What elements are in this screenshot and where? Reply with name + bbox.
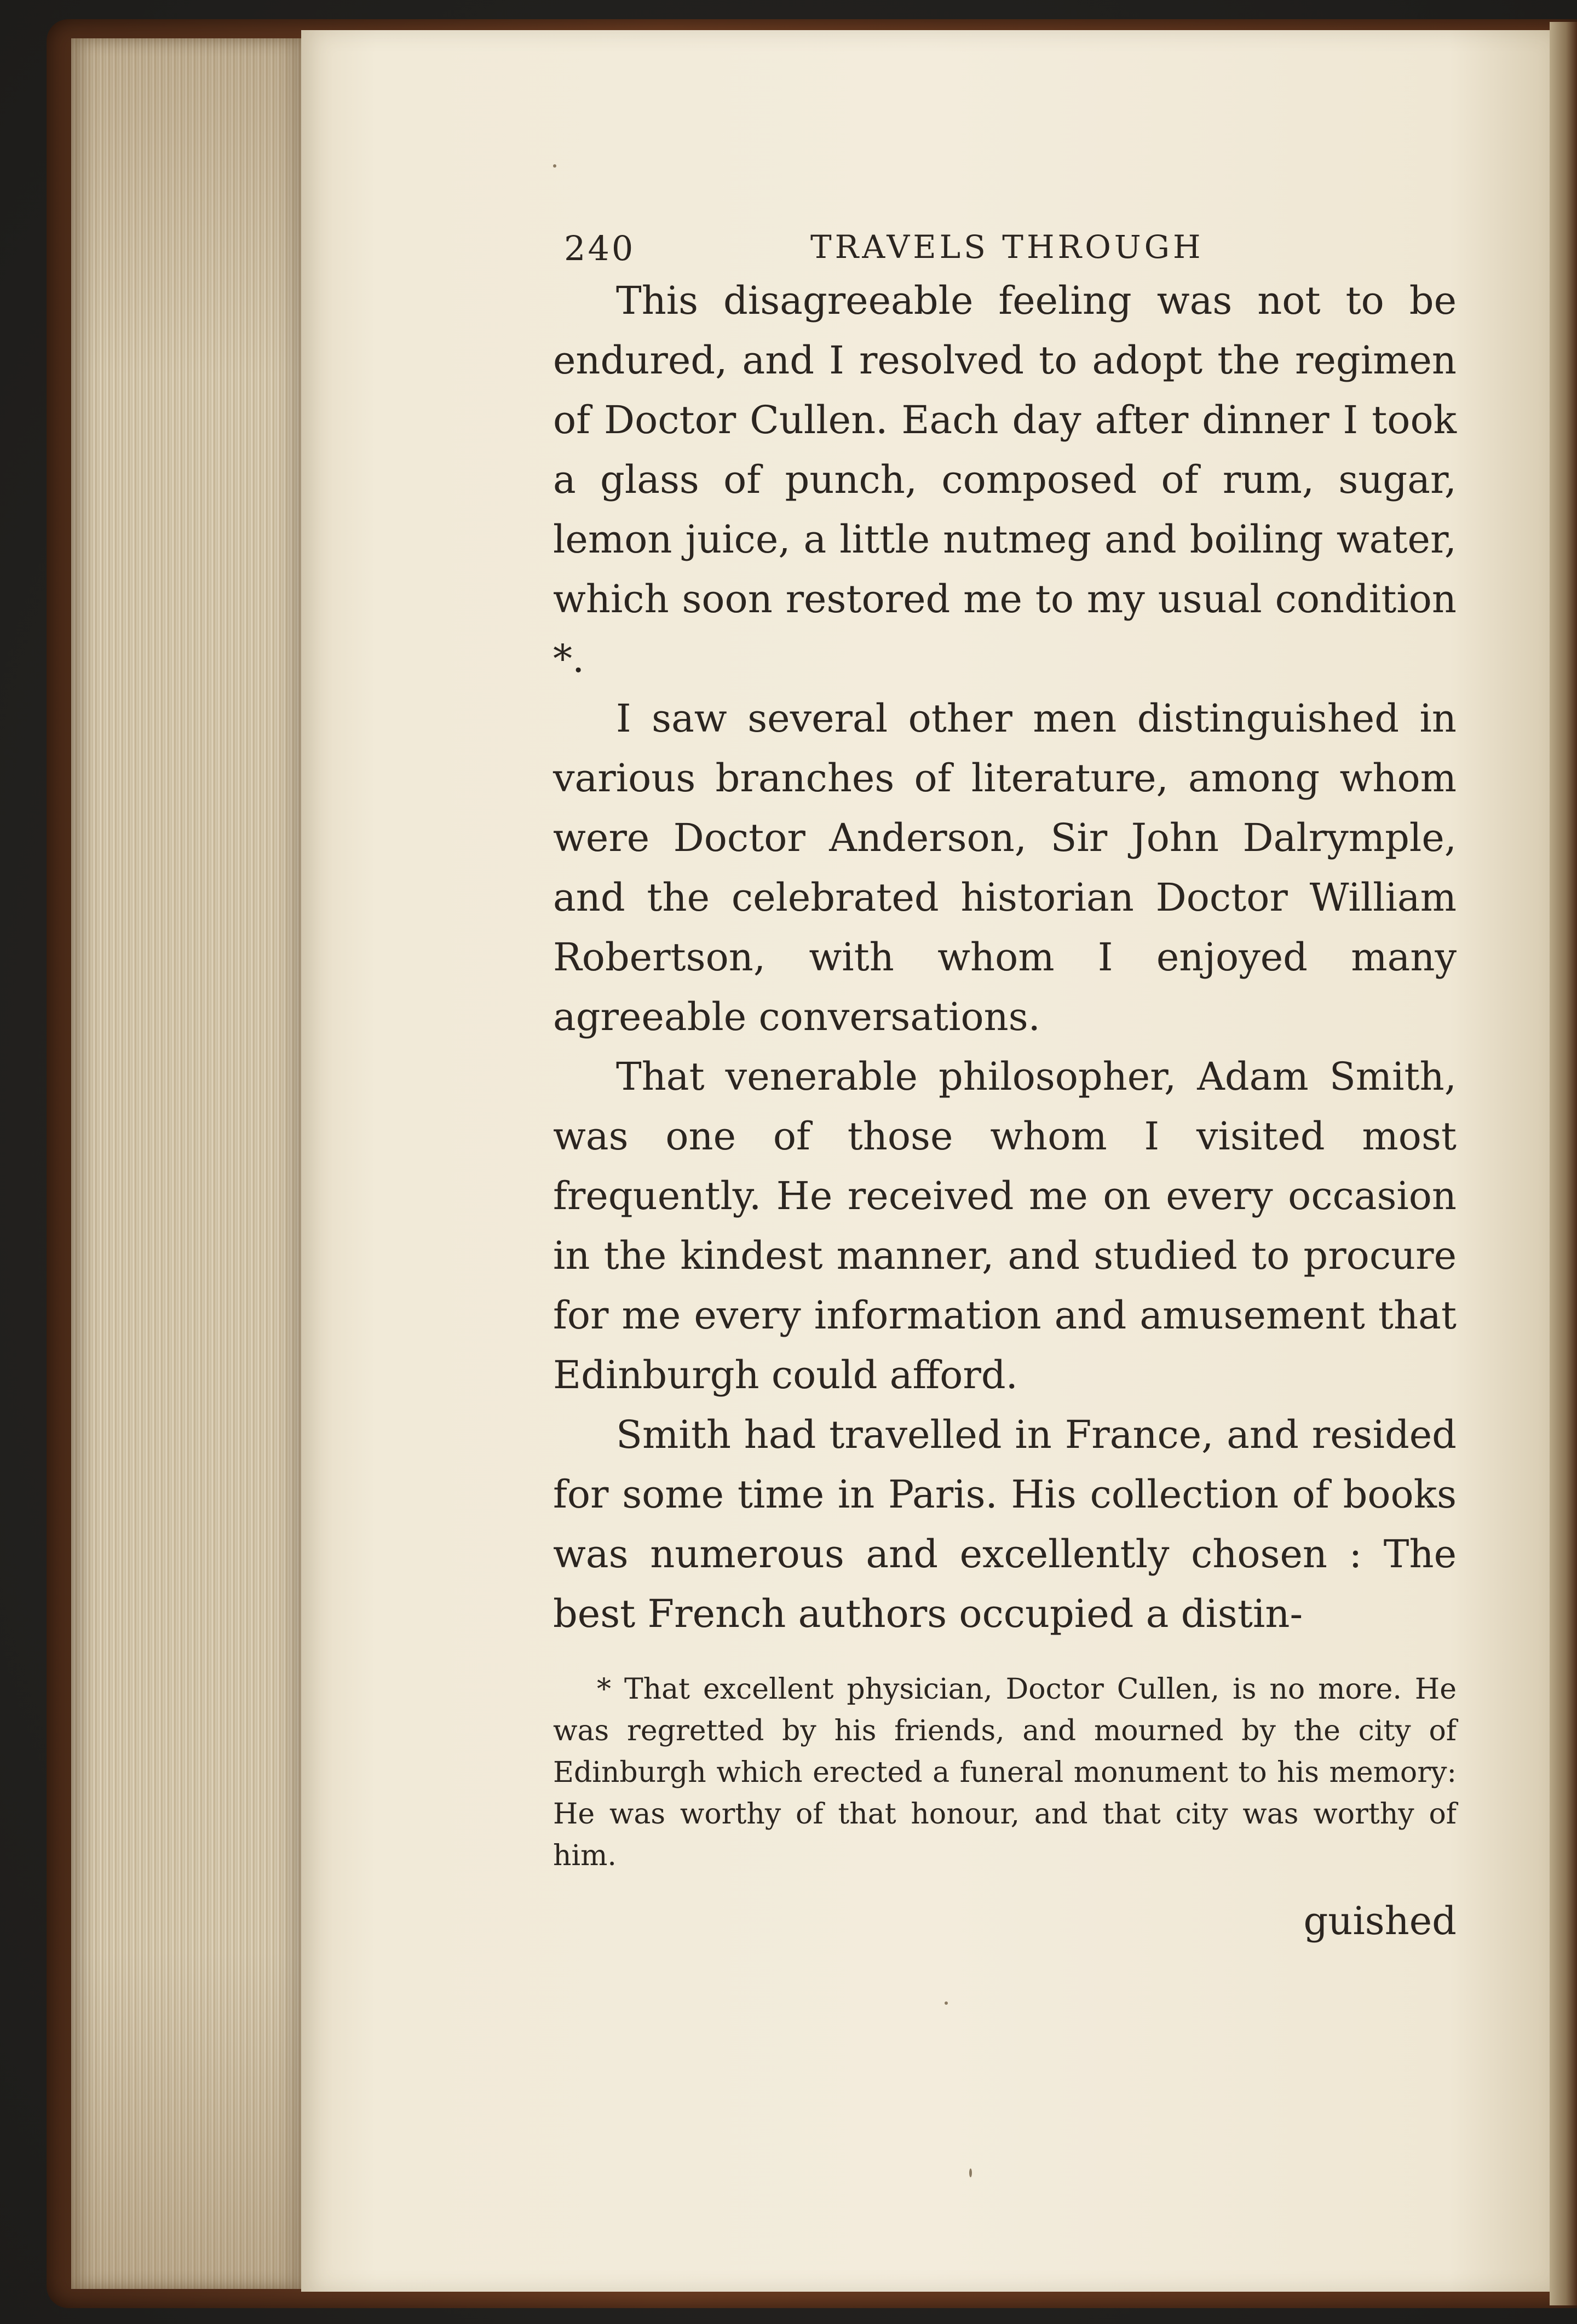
footnote-area — [553, 1669, 1457, 1877]
footnote: * That excellent physician, Doctor Cullen, is no more. He was regretted by his friends, and mourned by the city of Edinburgh which erected a funeral monument to his memory: He was worthy of that honour, and that city was worthy of him. — [553, 1673, 1457, 1872]
paragraph-3: That venerable philosopher, Adam Smith, was one of those whom I visited most frequently. He received me on every occasion in the kindest manner, and studied to procure for me every information and amusement that Edinburgh could afford. — [553, 1054, 1457, 1397]
facing-page-edge — [1550, 22, 1577, 2305]
page-text — [553, 222, 1457, 1943]
catchword: guished — [1303, 1899, 1457, 1943]
paper-speck — [553, 164, 556, 168]
page-number: 240 — [564, 228, 636, 268]
paragraph-2: I saw several other men distinguished in various branches of literature, among whom were Doctor Anderson, Sir John Dalrymple, and the celebrated historian Doctor William Robertson, with whom I enjoyed many agreeable conversations. — [553, 696, 1457, 1039]
paragraph-1: This disagreeable feeling was not to be endured, and I resolved to adopt the regimen of Doctor Cullen. Each day after dinner I took a glass of punch, composed of rum, sugar, lemon juice, a little nutmeg and boiling water, which soon restored me to my usual condition *. — [553, 278, 1457, 681]
running-title: TRAVELS THROUGH — [810, 228, 1204, 266]
paper-speck — [945, 2001, 948, 2005]
paper-speck — [969, 2168, 972, 2177]
paragraph-4: Smith had travelled in France, and resided for some time in Paris. His collection of books was numerous and excellently chosen : The best French authors occupied a distin- — [553, 1412, 1457, 1636]
running-head — [553, 222, 1457, 271]
page-edges — [71, 38, 301, 2289]
